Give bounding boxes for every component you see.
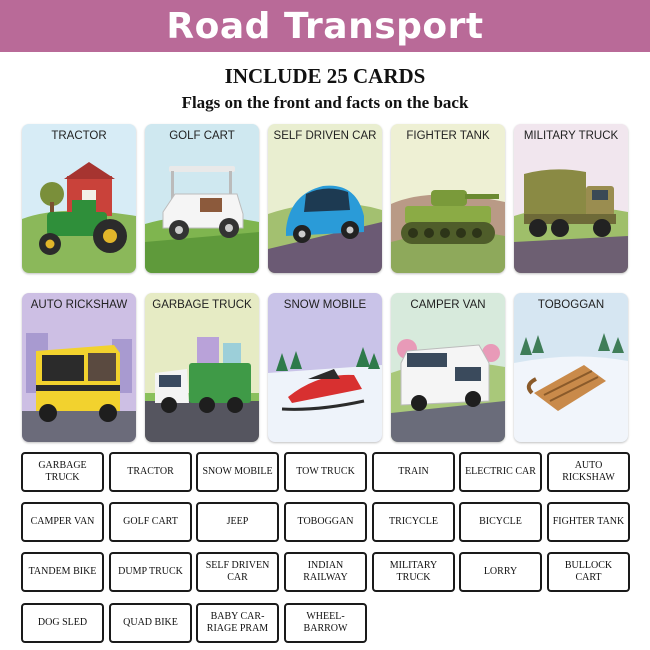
name-tile: TOBOGGAN (284, 502, 367, 542)
card-label: SELF DRIVEN CAR (273, 130, 377, 142)
card-military-truck[interactable] (514, 124, 628, 273)
name-tile: TOW TRUCK (284, 452, 367, 492)
name-tile: TRACTOR (109, 452, 192, 492)
card-golf-cart[interactable] (145, 124, 259, 273)
card-auto-rickshaw[interactable] (22, 293, 136, 442)
garbage-truck-icon (145, 293, 259, 442)
name-tile: QUAD BIKE (109, 603, 192, 643)
name-tile: ELECTRIC CAR (459, 452, 542, 492)
name-tile: BULLOCK CART (547, 552, 630, 592)
toboggan-icon (514, 293, 628, 442)
name-tile: TRAIN (372, 452, 455, 492)
card-label: FIGHTER TANK (406, 130, 490, 142)
card-count-heading: INCLUDE 25 CARDS (224, 64, 426, 88)
name-tile: FIGHTER TANK (547, 502, 630, 542)
self-driven-car-icon (268, 124, 382, 273)
camper-van-icon (391, 293, 505, 442)
card-label: GARBAGE TRUCK (152, 299, 252, 311)
name-tile: BABY CAR-RIAGE PRAM (196, 603, 279, 643)
card-fighter-tank[interactable] (391, 124, 505, 273)
name-tile: DOG SLED (21, 603, 104, 643)
name-tile: BICYCLE (459, 502, 542, 542)
name-tile: SNOW MOBILE (196, 452, 279, 492)
card-tractor[interactable] (22, 124, 136, 273)
card-label: GOLF CART (169, 130, 235, 142)
tractor-icon (22, 124, 136, 273)
card-label: MILITARY TRUCK (523, 130, 619, 142)
name-tile: AUTO RICKSHAW (547, 452, 630, 492)
golf-cart-icon (145, 124, 259, 273)
name-tile: GOLF CART (109, 502, 192, 542)
name-tile: WHEEL-BARROW (284, 603, 367, 643)
name-tile: GARBAGE TRUCK (21, 452, 104, 492)
name-tile: CAMPER VAN (21, 502, 104, 542)
name-tile: LORRY (459, 552, 542, 592)
name-tile: INDIAN RAILWAY (284, 552, 367, 592)
snow-mobile-icon (268, 293, 382, 442)
military-truck-icon (514, 124, 628, 273)
card-label: AUTO RICKSHAW (30, 299, 128, 311)
name-tile: DUMP TRUCK (109, 552, 192, 592)
name-tile: TRICYCLE (372, 502, 455, 542)
card-garbage-truck[interactable] (145, 293, 259, 442)
name-tile: SELF DRIVEN CAR (196, 552, 279, 592)
card-snow-mobile[interactable] (268, 293, 382, 442)
card-camper-van[interactable] (391, 293, 505, 442)
card-label: TRACTOR (51, 130, 107, 142)
subheading: Flags on the front and facts on the back (181, 93, 469, 112)
card-self-driven-car[interactable] (268, 124, 382, 273)
card-label: TOBOGGAN (537, 299, 605, 311)
name-tile: TANDEM BIKE (21, 552, 104, 592)
card-label: SNOW MOBILE (283, 299, 367, 311)
fighter-tank-icon (391, 124, 505, 273)
auto-rickshaw-icon (22, 293, 136, 442)
page-title: Road Transport (166, 5, 484, 47)
card-label: CAMPER VAN (410, 299, 486, 311)
card-toboggan[interactable] (514, 293, 628, 442)
name-tile: MILITARY TRUCK (372, 552, 455, 592)
name-tile: JEEP (196, 502, 279, 542)
title-banner (0, 0, 650, 52)
